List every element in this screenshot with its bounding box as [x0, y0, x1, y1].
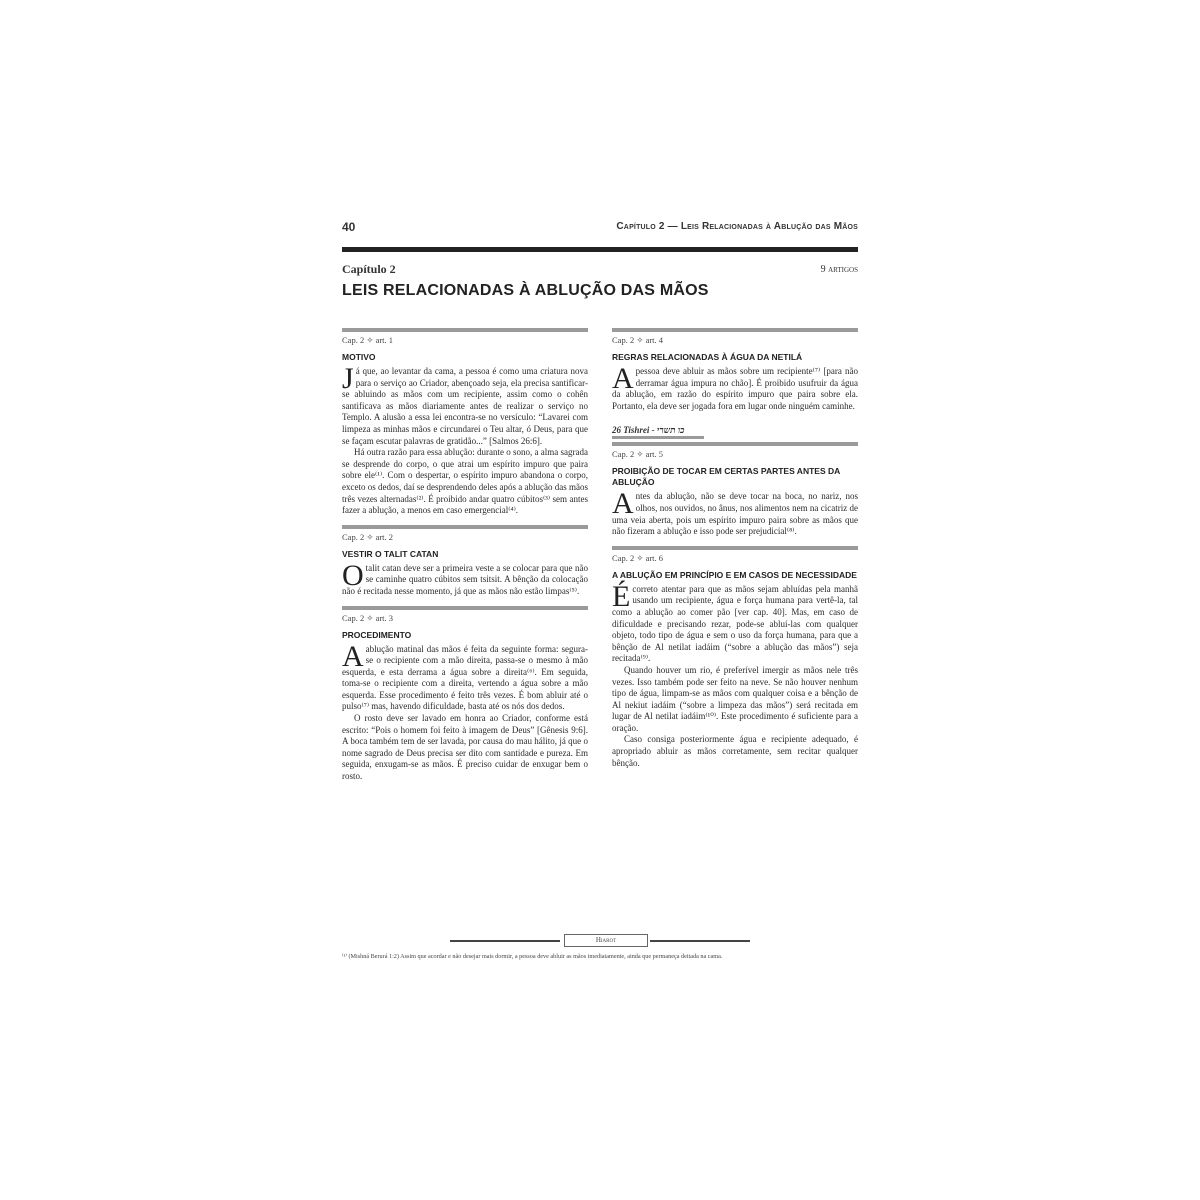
article-label: Cap. 2 ✧ art. 4 [612, 335, 664, 345]
article-paragraph: ablução matinal das mãos é feita da seguinte forma: segura-se o recipiente com a mão direita, passa-se o mesmo à mão esquerda, e esta derrama a água sobre a direita⁽⁶⁾. Em seguida, toma-se o recipiente com a direita, vertendo a água sobre a mão esquerda. Esse procedimento é feito três vezes. É bom abluir até o pulso⁽⁷⁾ mas, havendo dificuldade, basta até os nós dos dedos. [342, 643, 588, 712]
book-page [342, 214, 858, 974]
separator-line [650, 940, 750, 942]
separator-line [450, 940, 560, 942]
article-heading: MOTIVO [342, 352, 376, 362]
drop-cap: É [612, 579, 631, 613]
article-heading: VESTIR O TALIT CATAN [342, 548, 439, 559]
drop-cap: A [342, 639, 364, 673]
article-1 [342, 328, 588, 517]
article-rule [612, 546, 858, 550]
article-label: Cap. 2 ✧ art. 2 [342, 531, 394, 542]
page-number: 40 [342, 220, 356, 234]
article-label: Cap. 2 ✧ art. 3 [342, 612, 394, 623]
head-rule [342, 247, 858, 252]
article-label: Cap. 2 ✧ art. 6 [612, 552, 664, 563]
drop-cap: O [342, 558, 364, 592]
article-heading: A ABLUÇÃO EM PRINCÍPIO E EM CASOS DE NECESSIDADE [612, 569, 857, 580]
article-rule [342, 525, 588, 529]
article-heading: PROIBIÇÃO DE TOCAR EM CERTAS PARTES ANTES DA ABLUÇÃO [612, 466, 840, 488]
article-paragraph: á que, ao levantar da cama, a pessoa é como uma criatura nova para o serviço ao Criador, abençoado seja, ela precisa santificar-se abluindo as mãos com um recipiente, assim como o cohên santificava as mãos diariamente antes de realizar o serviço no Templo. A alusão a essa lei encontra-se no versículo: “Lavarei com limpeza as minhas mãos e circundarei o Teu altar, ó Deus, para que se façam escutar palavras de gratidão...” [Salmos 26:6]. [342, 366, 588, 446]
article-paragraph: pessoa deve abluir as mãos sobre um recipiente⁽⁷⁾ [para não derramar água impura no chão]. É proibido usufruir da água da ablução, em razão do espírito impuro que paira sobre ela. Portanto, ela deve ser jogada fora em lugar onde ninguém caminhe. [612, 366, 858, 411]
article-rule [612, 442, 858, 446]
article-paragraph: Caso consiga posteriormente água e recipiente adequado, é apropriado abluir as mãos corretamente, sem recitar qualquer bênção. [612, 734, 858, 768]
drop-cap: J [342, 362, 354, 395]
article-heading: PROCEDIMENTO [342, 629, 412, 640]
article-rule [342, 328, 588, 332]
left-column [342, 328, 588, 791]
article-rule [342, 606, 588, 610]
article-3 [342, 606, 588, 783]
article-heading: REGRAS RELACIONADAS À ÁGUA DA NETILÁ [612, 352, 803, 362]
running-head-title: Capítulo 2 — Leis Relacionadas à Ablução das Mãos [616, 221, 858, 232]
article-label: Cap. 2 ✧ art. 5 [612, 449, 664, 460]
article-paragraph: Quando houver um rio, é preferível imergir as mãos nele três vezes. Isso também pode ser feito na neve. Se não houver nenhum tipo de água, limpam-se as mãos com qualquer coisa e a bênção de Al nekiut iadáim (“sobre a limpeza das mãos”) será recitada em lugar de Al netilat iadáim⁽¹⁰⁾. Este procedimento é suficiente para a oração. [612, 664, 858, 733]
footnote-section-label: Hiarot [564, 934, 648, 947]
article-4 [612, 328, 858, 412]
article-2 [342, 525, 588, 598]
article-5 [612, 442, 858, 537]
footnote: ⁽¹⁾ (Mishná Berurá 1:2) Assim que acordar e não desejar mais dormir, a pessoa deve abluir as mãos imediatamente, ainda que permaneça deitada na cama. [342, 953, 723, 960]
article-paragraph: ntes da ablução, não se deve tocar na boca, no nariz, nos olhos, nos ouvidos, no ânus, nos alimentos nem na cicatriz de uma veia aberta, pois um espírito impuro paira sobre as mãos que não fizeram a ablução e isso pode ser prejudicial⁽⁸⁾. [612, 491, 858, 537]
running-head [342, 220, 858, 240]
article-rule [612, 328, 858, 332]
article-paragraph: talit catan deve ser a primeira veste a se colocar para que não se caminhe quatro cúbitos sem tsitsit. A bênção da colocação não é recitada nesse momento, já que as mãos não estão limpas⁽⁵⁾. [342, 562, 588, 596]
chapter-article-count: 9 artigos [820, 264, 858, 275]
article-paragraph: O rosto deve ser lavado em honra ao Criador, conforme está escrito: “Pois o homem foi feito à imagem de Deus” [Gênesis 9:6]. A boca também tem de ser lavada, por causa do mau hálito, já que o nome sagrado de Deus precisa ser dito com santidade e pureza. Em seguida, enxugam-se as mãos. É preciso cuidar de enxugar bem o rosto. [342, 713, 588, 782]
article-6 [612, 546, 858, 770]
date-marker-text: 26 Tishrei - כו תשרי [612, 425, 704, 439]
article-label: Cap. 2 ✧ art. 1 [342, 335, 394, 345]
right-column [612, 328, 858, 777]
date-marker [612, 420, 858, 439]
article-paragraph: correto atentar para que as mãos sejam abluídas pela manhã usando um recipiente, água e força humana para vertê-la, tal como a ablução ao comer pão [ver cap. 40]. Mas, em caso de dificuldade e precisando rezar, pode-se abluí-las com qualquer objeto, todo tipo de água e sem o uso da força humana, para que a bênção de Al netilat iadáim (“sobre a ablução das mãos”) seja recitada⁽⁹⁾. [612, 583, 858, 664]
chapter-title: LEIS RELACIONADAS À ABLUÇÃO DAS MÃOS [342, 282, 709, 299]
drop-cap: A [612, 487, 634, 521]
article-paragraph: Há outra razão para essa ablução: durante o sono, a alma sagrada se desprende do corpo, o que atrai um espírito impuro que paira sobre ele⁽¹⁾. Com o despertar, o espírito impuro abandona o corpo, exceto os dedos, daí se desprendendo deles após a ablução das mãos três vezes alternadas⁽²⁾. É proibido andar quatro cúbitos⁽³⁾ sem antes fazer a ablução, a menos em caso emergencial⁽⁴⁾. [342, 447, 588, 516]
chapter-label: Capítulo 2 [342, 262, 396, 276]
footnote-separator [450, 936, 750, 946]
drop-cap: A [612, 362, 634, 395]
